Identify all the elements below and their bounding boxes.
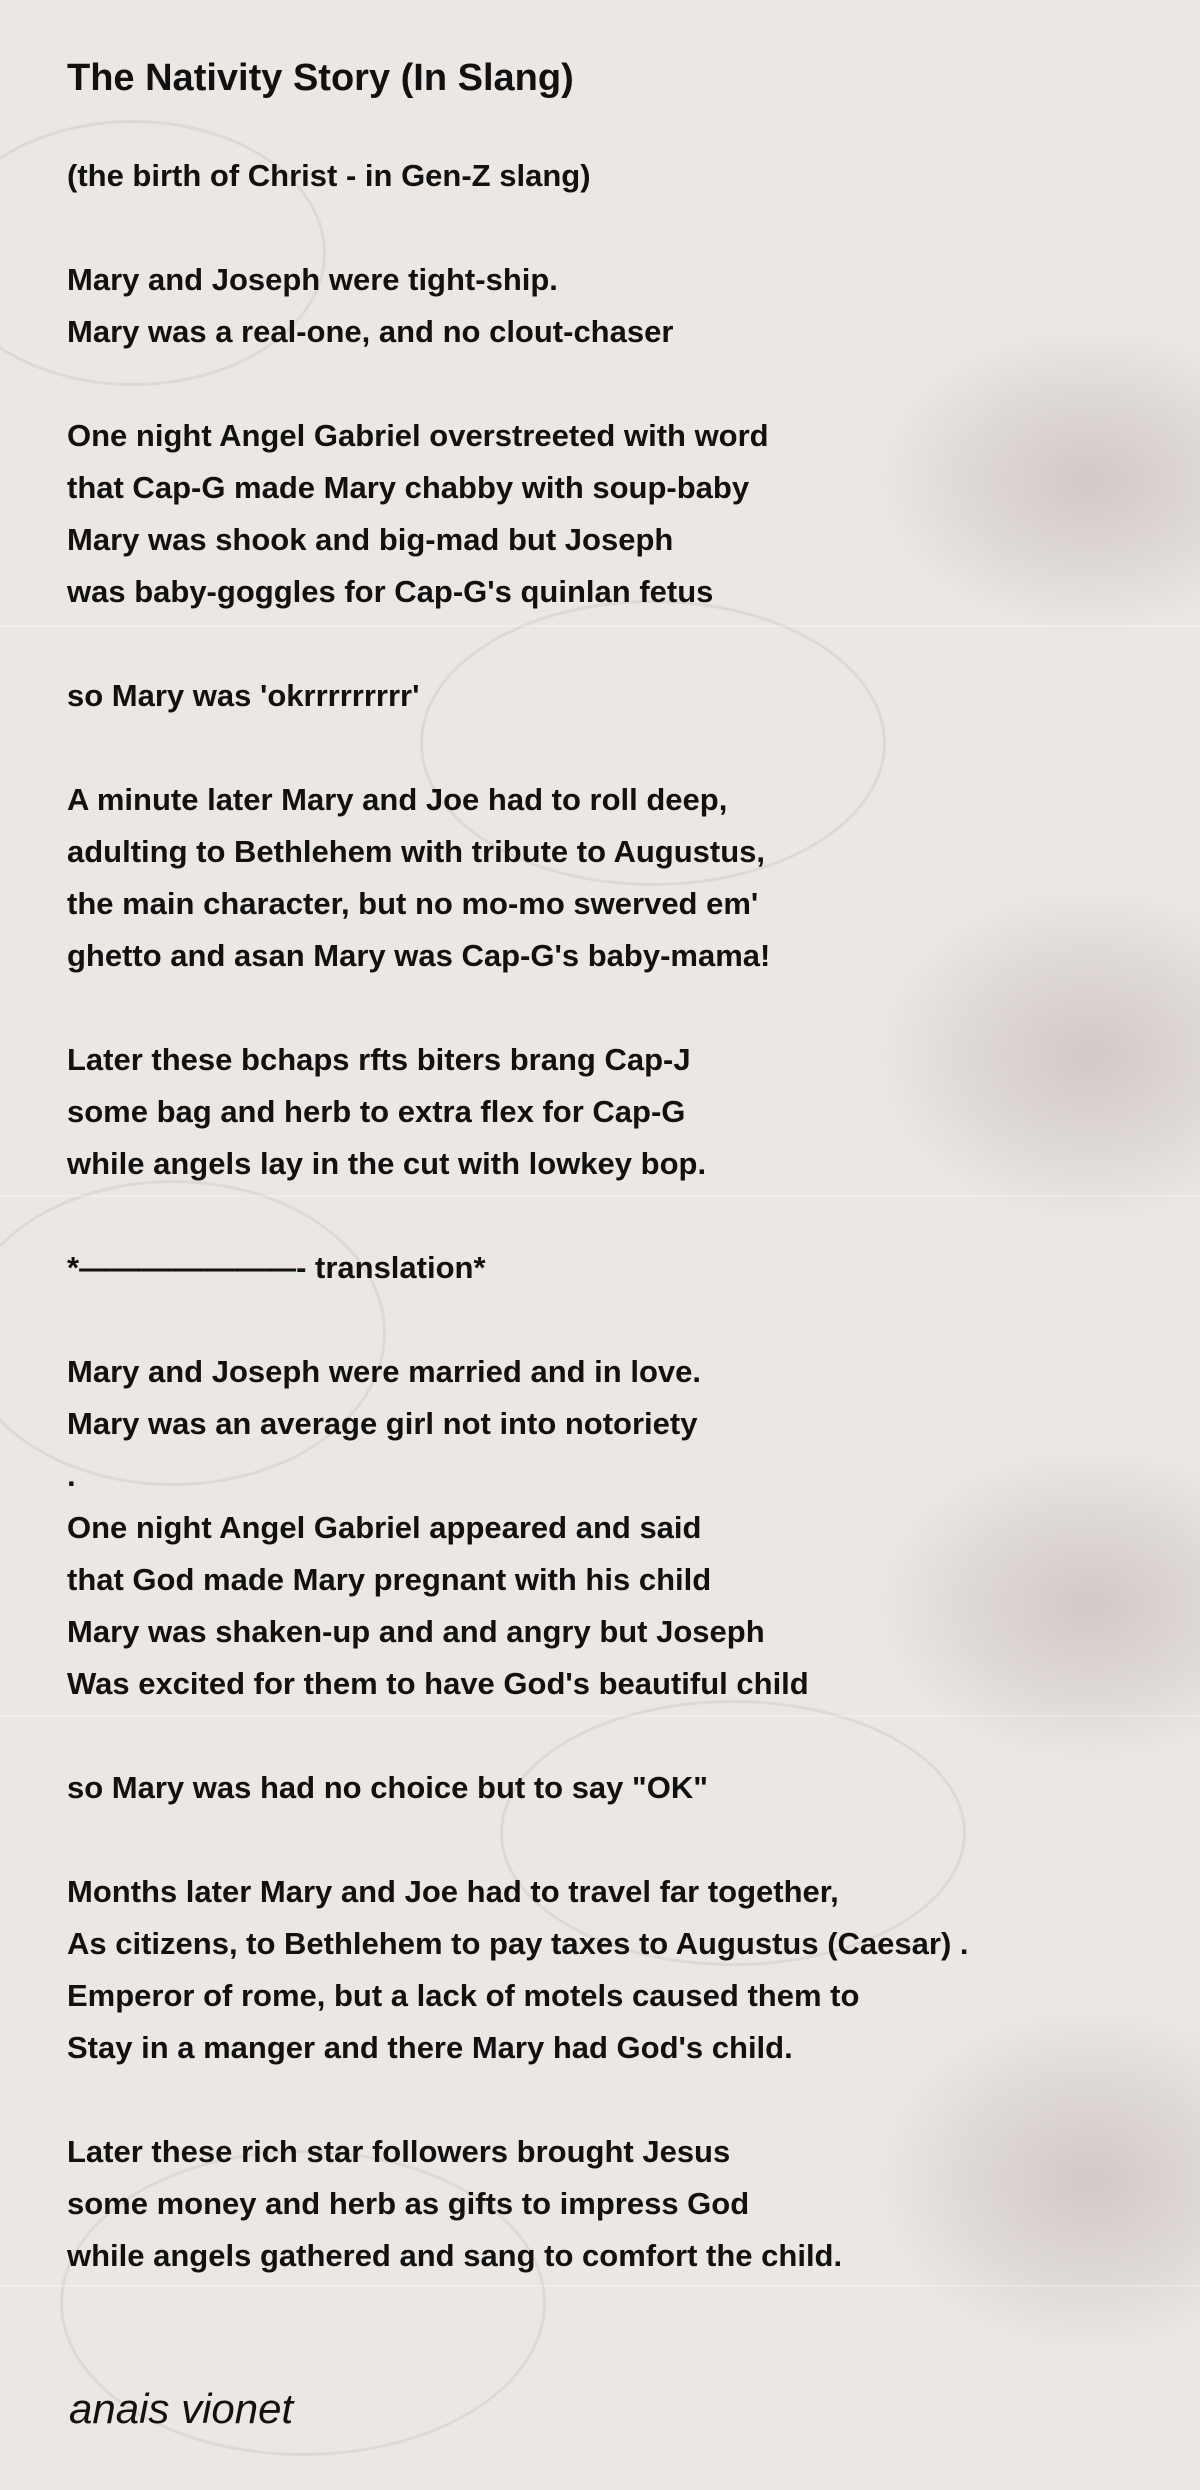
poem-line: some bag and herb to extra flex for Cap-G (67, 1094, 686, 1129)
poem-line: was baby-goggles for Cap-G's quinlan fetus (67, 574, 714, 609)
poem-line: Mary was an average girl not into notoriety (67, 1406, 698, 1441)
poem-title: The Nativity Story (In Slang) (67, 57, 574, 99)
poem-line: that Cap-G made Mary chabby with soup-baby (67, 470, 750, 505)
panel-divider (0, 2285, 1200, 2287)
poem-line: One night Angel Gabriel appeared and said (67, 1510, 702, 1545)
poem-line: (the birth of Christ - in Gen-Z slang) (67, 158, 591, 193)
poem-line: As citizens, to Bethlehem to pay taxes to Augustus (Caesar) . (67, 1926, 969, 1961)
poem-line: One night Angel Gabriel overstreeted with word (67, 418, 769, 453)
poem-line: Later these rich star followers brought Jesus (67, 2134, 731, 2169)
poem-line: A minute later Mary and Joe had to roll deep, (67, 782, 728, 817)
poem-line: Mary and Joseph were married and in love. (67, 1354, 701, 1389)
poem-line: some money and herb as gifts to impress God (67, 2186, 750, 2221)
stanza-break (67, 1710, 1147, 1762)
stanza-break (67, 1294, 1147, 1346)
poem-line: while angels lay in the cut with lowkey bop. (67, 1146, 707, 1181)
poem-author: anais vionet (69, 2385, 294, 2432)
poem-line: Mary was a real-one, and no clout-chaser (67, 314, 674, 349)
poem-content (67, 48, 1147, 2282)
stanza-break (67, 618, 1147, 670)
stanza-break (67, 358, 1147, 410)
poem-line: while angels gathered and sang to comfort the child. (67, 2238, 843, 2273)
stanza-break (67, 982, 1147, 1034)
poem-line: Stay in a manger and there Mary had God's child. (67, 2030, 793, 2065)
poem-line: the main character, but no mo-mo swerved em' (67, 886, 759, 921)
poem-body (67, 150, 1147, 2282)
poem-line: Was excited for them to have God's beautiful child (67, 1666, 809, 1701)
stanza-break (67, 2074, 1147, 2126)
poem-line: so Mary was 'okrrrrrrrrr' (67, 678, 420, 713)
poem-line: that God made Mary pregnant with his child (67, 1562, 712, 1597)
poem-line: Mary was shook and big-mad but Joseph (67, 522, 674, 557)
stanza-break (67, 1814, 1147, 1866)
poem-line: Mary and Joseph were tight-ship. (67, 262, 558, 297)
poem-line: Months later Mary and Joe had to travel far together, (67, 1874, 839, 1909)
poem-line: Emperor of rome, but a lack of motels caused them to (67, 1978, 860, 2013)
poem-line: ghetto and asan Mary was Cap-G's baby-mama! (67, 938, 771, 973)
stanza-break (67, 722, 1147, 774)
poem-line: adulting to Bethlehem with tribute to Augustus, (67, 834, 766, 869)
stanza-break (67, 1190, 1147, 1242)
poem-line: *———————- translation* (67, 1250, 486, 1285)
poem-line: . (67, 1458, 76, 1493)
poem-line: Later these bchaps rfts biters brang Cap-J (67, 1042, 691, 1077)
stanza-break (67, 202, 1147, 254)
poem-line: so Mary was had no choice but to say "OK" (67, 1770, 708, 1805)
poem-line: Mary was shaken-up and and angry but Joseph (67, 1614, 765, 1649)
